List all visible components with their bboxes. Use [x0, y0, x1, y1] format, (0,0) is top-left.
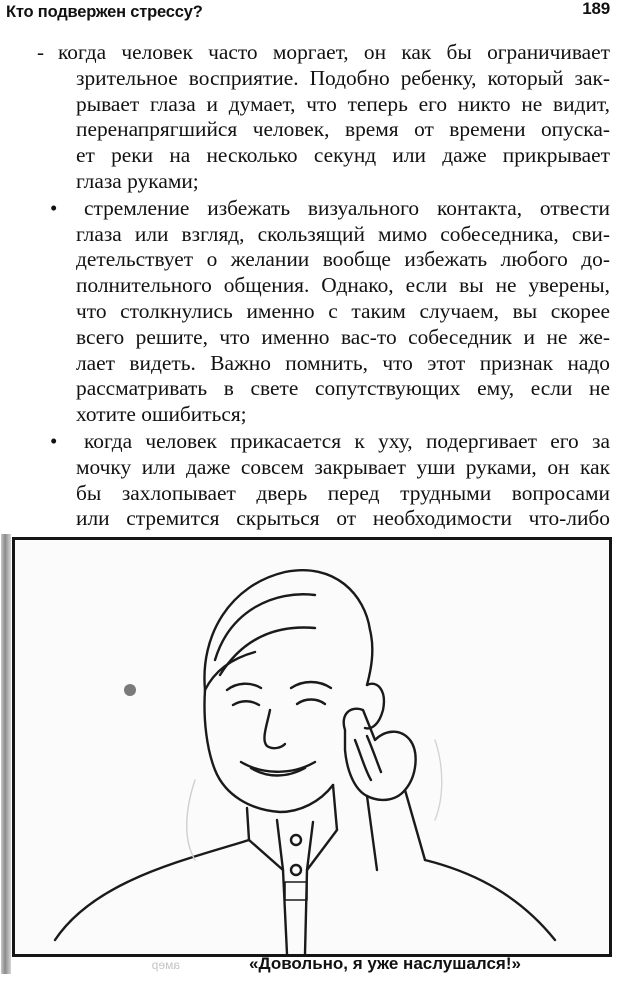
figure-caption: «Довольно, я уже наслушался!»: [249, 954, 521, 973]
left-eyebrow: [227, 684, 261, 690]
bullet-marker: •: [50, 428, 58, 453]
text-line: всего решите, что именно вас-то собеседник и не же-: [76, 324, 610, 349]
paragraph-lines: [76, 66, 610, 195]
finger-line: [367, 736, 381, 772]
text-line: бы захлопывает дверь перед трудными вопросами: [76, 480, 610, 505]
text-line: глаза или взгляд, скользящий мимо собеседника, сви-: [76, 221, 610, 246]
mouth: [241, 762, 315, 772]
hand: [344, 709, 416, 800]
shirt-pattern-patch: [285, 882, 307, 900]
arm: [367, 796, 377, 870]
paragraph-lines: [76, 455, 610, 532]
dash-marker: -: [37, 40, 44, 64]
text-line: рассматривать в свете сопутствующих ему, если не: [76, 376, 610, 401]
neck-right: [333, 785, 337, 830]
bleed-through-text: амер: [151, 958, 180, 972]
paragraph-lines: [84, 196, 610, 222]
page-header: [6, 0, 610, 26]
man-touching-ear-illustration: [15, 540, 609, 954]
collar-right: [307, 822, 337, 870]
neck-left: [247, 808, 249, 840]
button: [291, 865, 301, 875]
text-line: лает видеть. Важно помнить, что этот признак надо: [76, 350, 610, 375]
text-line: детельствует о желании вообще избежать любого до-: [76, 247, 610, 272]
ink-speck: [124, 684, 136, 696]
paragraph-lines: [84, 429, 610, 455]
text-line: мочку или даже совсем закрывает уши руками, он как: [76, 454, 610, 479]
text-line: ет реки на несколько секунд или даже прикрывает: [76, 143, 610, 168]
right-eyebrow: [291, 682, 331, 688]
text-line: зрительное восприятие. Подобно ребенку, который зак-: [76, 65, 610, 90]
paragraph-lines: [76, 222, 610, 428]
left-eye: [233, 701, 259, 705]
text-line: рывает глаза и думает, что теперь его никто не видит,: [76, 91, 610, 116]
right-eye: [297, 700, 325, 705]
text-line: глаза руками;: [76, 168, 199, 193]
bullet-marker: •: [50, 195, 58, 220]
button: [291, 835, 301, 845]
text-line: хотите ошибиться;: [76, 402, 247, 427]
text-line: полнительного общения. Однако, если вы не уверены,: [76, 273, 610, 298]
text-line: или стремится скрыться от необходимости что-либо: [76, 506, 610, 531]
nose: [264, 710, 285, 748]
page-number: 189: [582, 0, 610, 18]
wrist: [405, 790, 425, 860]
list-item: [0, 429, 620, 532]
faint-line: [187, 780, 195, 860]
collar-left: [249, 820, 283, 870]
finger-line: [355, 740, 371, 780]
list-item: [0, 196, 620, 428]
illustration-frame: [12, 537, 612, 957]
text-line: когда человек часто моргает, он как бы ограничивает: [58, 40, 610, 64]
body-text: [0, 40, 620, 532]
shoulder-right: [425, 860, 555, 940]
shoulder-left: [55, 840, 249, 940]
text-line: когда человек прикасается к уху, подергивает его за: [84, 428, 610, 453]
list-item: [0, 40, 620, 195]
face-outline: [204, 690, 333, 812]
running-title: Кто подвержен стрессу?: [6, 3, 203, 21]
text-line: стремление избежать визуального контакта, отвести: [84, 195, 610, 220]
faint-line: [435, 740, 442, 820]
hair-line: [220, 628, 315, 675]
paragraph-lines: [58, 40, 610, 66]
text-line: перенапрягшийся человек, время от времени опуска-: [76, 117, 610, 142]
text-line: что столкнулись именно с таким случаем, вы скорее: [76, 298, 610, 323]
